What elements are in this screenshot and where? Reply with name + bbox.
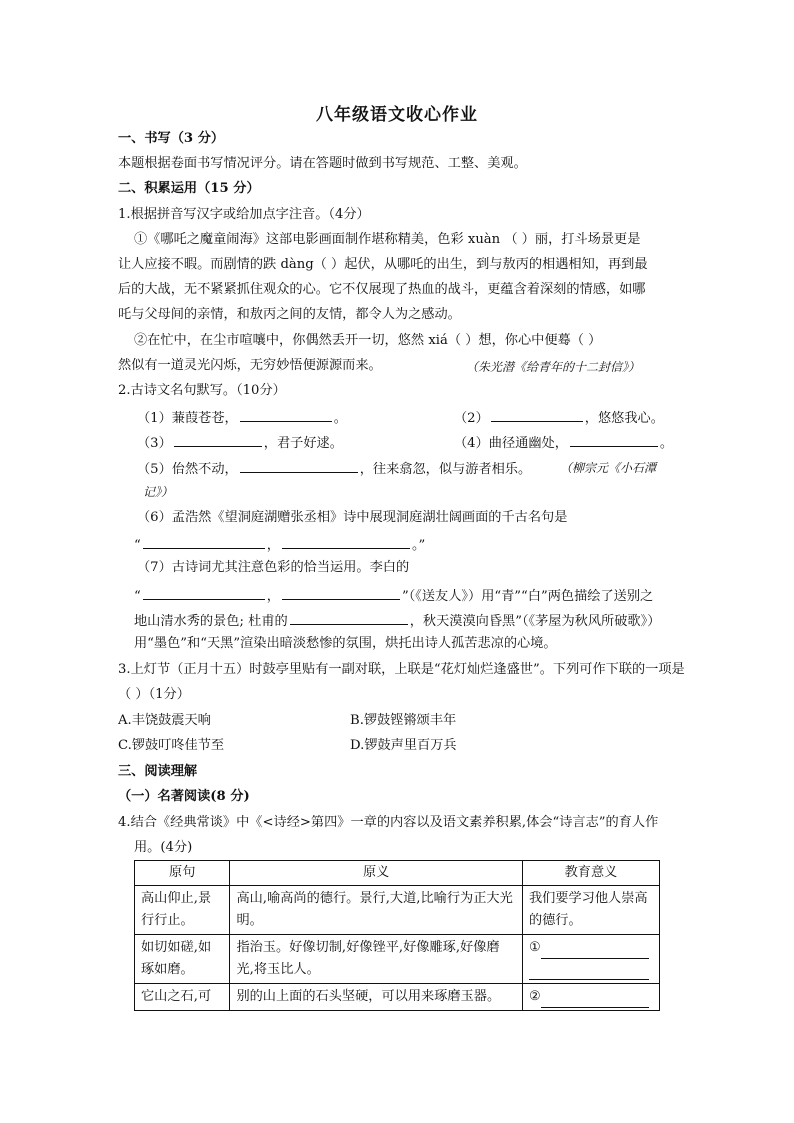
- option-b[interactable]: B.锣鼓铿锵颂丰年: [350, 713, 457, 728]
- table-cell-original: 高山仰止,景行行止。: [135, 886, 230, 935]
- q1-passage-1-line-4: 吒与父母间的亲情，和敖丙之间的友情，都令人为之感动。: [118, 307, 461, 322]
- q2-item-7-line-3: [134, 610, 660, 631]
- table-cell-original: 如切如磋,如琢如磨。: [135, 935, 230, 984]
- question-3-stem-line-1: 3.上灯节（正月十五）时鼓亭里贴有一副对联，上联是“花灯灿烂逢盛世”。下列可作下联的一项是: [118, 662, 685, 677]
- q2-item-5-text: （5）佁然不动，: [137, 462, 238, 477]
- q2-item-1-text: （1）蒹葭苍苍，: [137, 411, 238, 426]
- question-2-stem: 2.古诗文名句默写。（10分）: [118, 383, 286, 398]
- q1-passage-1-line-3: 后的大战，无不紧紧抓住观众的心。它不仅展现了热血的战斗，更蕴含着深刻的情感，如哪: [118, 282, 646, 297]
- answer-blank[interactable]: [240, 407, 332, 422]
- table-cell-meaning: 高山,喻高尚的德行。景行,大道,比喻行为正大光明。: [230, 886, 523, 935]
- q2-item-4-end: 。: [659, 436, 674, 451]
- q2-item-5-source-a: （柳宗元《小石潭: [560, 461, 657, 475]
- table-cell-education[interactable]: [522, 984, 659, 1011]
- answer-marker-2: ②: [528, 989, 541, 1004]
- option-a[interactable]: A.丰饶鼓震天响: [118, 713, 211, 728]
- option-c[interactable]: C.锣鼓叮咚佳节至: [118, 738, 225, 753]
- q2-item-1: [137, 407, 347, 428]
- answer-blank[interactable]: [529, 959, 649, 980]
- column-header: 教育意义: [522, 861, 659, 886]
- q2-item-7-line-4: 用“墨色”和“天黑”渲染出暗淡愁惨的氛围，烘托出诗人孤苦悲凉的心境。: [134, 636, 557, 651]
- q1-passage-2-line-1: ②在忙中，在尘市喧嚷中，你偶然丢开一切，悠然 xiá（ ）想，你心中便蓦（ ）: [134, 333, 602, 348]
- page-title: 八年级语文收心作业: [316, 105, 478, 125]
- answer-blank[interactable]: [240, 458, 358, 473]
- q2-item-5: [137, 458, 531, 479]
- column-header: 原义: [230, 861, 523, 886]
- poetry-table: [134, 860, 660, 1011]
- table-row: [135, 886, 660, 935]
- table-cell-education: 我们要学习他人崇高的德行。: [522, 886, 659, 935]
- answer-blank[interactable]: [290, 610, 408, 625]
- q2-item-3-end: ，君子好逑。: [263, 436, 343, 451]
- q1-passage-1-line-2: 让人应接不暇。而剧情的跌 dàng（ ）起伏，从哪吒的出生，到与敖丙的相遇相知，再到最: [118, 257, 648, 272]
- q2-item-6-open-quote: “: [134, 538, 141, 553]
- q2-item-6-answer-line: [134, 534, 425, 555]
- answer-blank[interactable]: [282, 534, 410, 549]
- table-cell-original: 它山之石,可: [135, 984, 230, 1011]
- q2-item-5-end: ，往来翕忽，似与游者相乐。: [359, 462, 532, 477]
- q2-item-6-close: 。”: [411, 538, 426, 553]
- q2-item-2-end: ，悠悠我心。: [584, 411, 664, 426]
- q2-item-7-line-3-b: ，秋天漠漠向昏黑”（《茅屋为秋风所破歌》）: [409, 614, 661, 629]
- table-cell-education[interactable]: [522, 935, 659, 984]
- q2-item-6-comma: ，: [266, 538, 280, 553]
- answer-blank[interactable]: [174, 432, 262, 447]
- section-3-subheading: （一）名著阅读(8 分): [118, 789, 250, 804]
- q2-item-3: [137, 432, 343, 453]
- section-3-heading: 三、阅读理解: [118, 764, 198, 779]
- question-4-stem-line-2: 用。(4分): [134, 840, 193, 855]
- answer-blank[interactable]: [541, 938, 649, 959]
- q2-item-7-open-quote: “: [134, 589, 141, 604]
- section-2-heading: 二、积累运用（15 分）: [118, 181, 260, 196]
- section-1-body: 本题根据卷面书写情况评分。请在答题时做到书写规范、工整、美观。: [118, 156, 527, 171]
- answer-blank[interactable]: [570, 432, 658, 447]
- q2-item-7-after: ”（《送友人》）用“青”“白”两色描绘了送别之: [401, 589, 654, 604]
- column-header: 原句: [135, 861, 230, 886]
- q2-item-1-end: 。: [333, 411, 347, 426]
- table-cell-meaning: 别的山上面的石头坚硬，可以用来琢磨玉器。: [230, 984, 523, 1011]
- question-4-stem-line-1: 4.结合《经典常谈》中《<诗经>第四》一章的内容以及语文素养积累,体会“诗言志”的育人作: [118, 815, 659, 830]
- q2-item-7-line-2: [134, 585, 653, 606]
- question-1-stem: 1.根据拼音写汉字或给加点字注音。（4分）: [118, 207, 370, 222]
- q2-item-7-line-3-a: 地山清水秀的景色; 杜甫的: [134, 614, 288, 629]
- answer-blank[interactable]: [491, 407, 583, 422]
- q2-item-5-source-b: 记》）: [143, 485, 174, 499]
- q2-item-4-text: （4）曲径通幽处，: [454, 436, 568, 451]
- table-header-row: [135, 861, 660, 886]
- q1-passage-2-source: （朱光潜《给青年的十二封信》）: [466, 360, 641, 374]
- option-d[interactable]: D.锣鼓声里百万兵: [350, 738, 457, 753]
- q2-item-3-text: （3）: [137, 436, 172, 451]
- answer-blank[interactable]: [143, 585, 265, 600]
- q2-item-7: （7）古诗词尤其注意色彩的恰当运用。李白的: [137, 560, 410, 575]
- q2-item-7-comma: ，: [266, 589, 280, 604]
- answer-marker-1: ①: [528, 940, 541, 955]
- section-1-heading: 一、书写（3 分）: [118, 131, 225, 146]
- table-row: [135, 984, 660, 1011]
- table-cell-meaning: 指治玉。好像切制,好像锉平,好像雕琢,好像磨光,将玉比人。: [230, 935, 523, 984]
- q2-item-2: [454, 407, 664, 428]
- q2-item-6: （6）孟浩然《望洞庭湖赠张丞相》诗中展现洞庭湖壮阔画面的千古名句是: [137, 510, 568, 525]
- q2-item-2-text: （2）: [454, 411, 489, 426]
- table-row: [135, 935, 660, 984]
- answer-blank[interactable]: [143, 534, 265, 549]
- question-3-stem-line-2: （ ）（1分）: [118, 687, 190, 702]
- q1-passage-1-line-1: ①《哪吒之魔童闹海》这部电影画面制作堪称精美，色彩 xuàn （ ）丽，打斗场景更是: [134, 232, 641, 247]
- answer-blank[interactable]: [541, 987, 649, 1008]
- answer-blank[interactable]: [282, 585, 400, 600]
- q1-passage-2-line-2: 然似有一道灵光闪烁，无穷妙悟便源源而来。: [118, 358, 382, 373]
- q2-item-4: [454, 432, 673, 453]
